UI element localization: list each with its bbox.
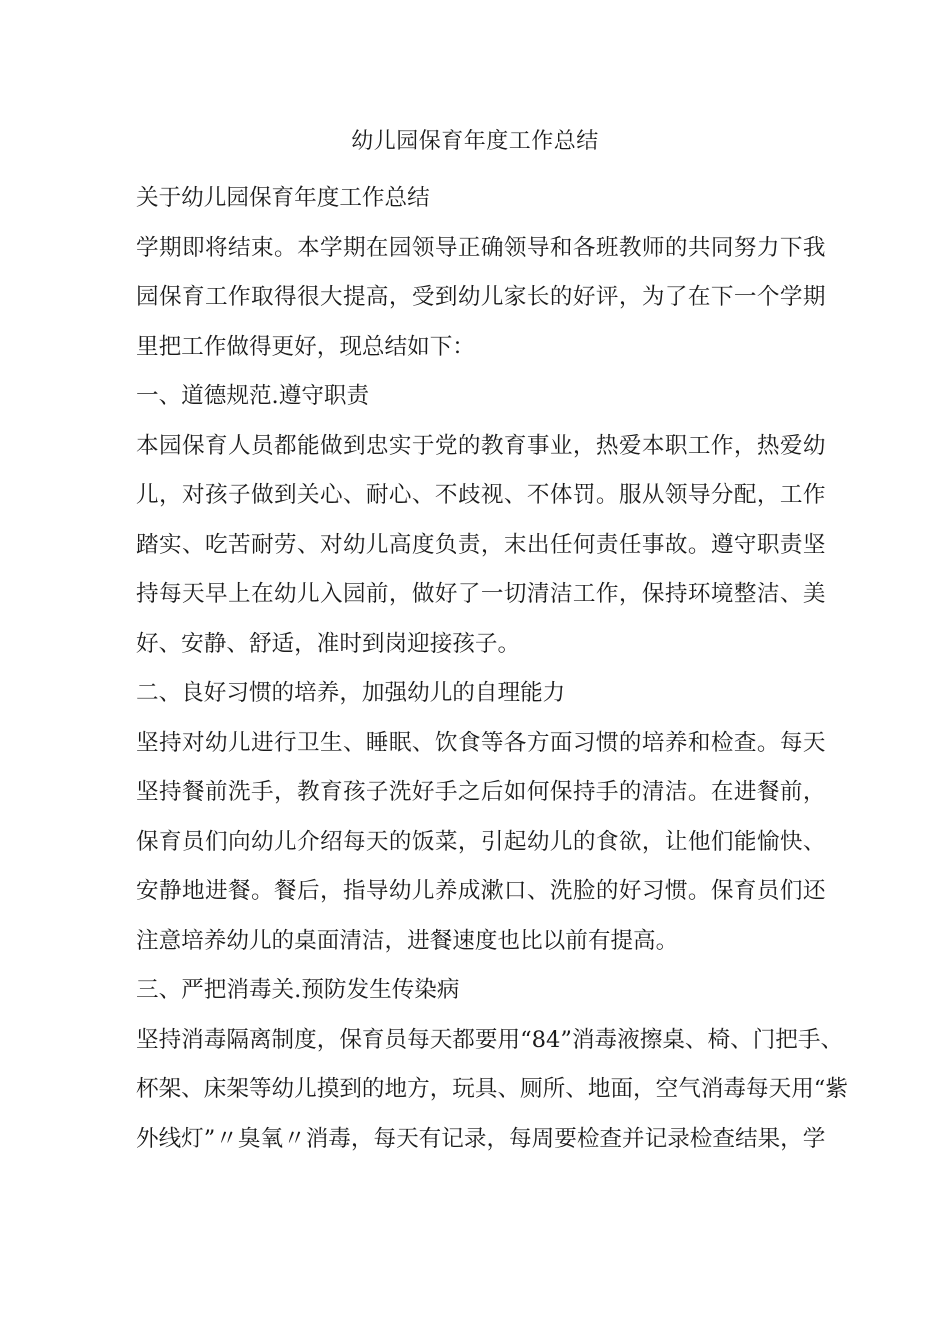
paragraph-line: 注意培养幼儿的桌面清洁，进餐速度也比以前有提高。 — [136, 927, 679, 954]
paragraph-line: 园保育工作取得很大提高，受到幼儿家长的好评，为了在下一个学期 — [136, 284, 826, 310]
paragraph-line: 踏实、吃苦耐劳、对幼儿高度负责，末出任何责任事故。遵守职责坚 — [136, 531, 826, 558]
paragraph-line: 持每天早上在幼儿入园前，做好了一切清洁工作，保持环境整洁、美 — [136, 581, 826, 607]
paragraph-line: 坚持对幼儿进行卫生、睡眠、饮食等各方面习惯的培养和检查。每天 — [136, 729, 826, 756]
document-body — [136, 174, 848, 1164]
paragraph-line: 安静地进餐。餐后，指导幼儿养成漱口、洗脸的好习惯。保育员们还 — [136, 878, 826, 904]
paragraph-line: 外线灯”〃臭氧〃消毒，每天有记录，每周要检查并记录检查结果，学 — [136, 1125, 826, 1152]
document-title: 幼儿园保育年度工作总结 — [351, 129, 599, 154]
paragraph-line: 本园保育人员都能做到忠实于党的教育事业，热爱本职工作，热爱幼 — [136, 432, 826, 459]
subtitle-line: 关于幼儿园保育年度工作总结 — [136, 185, 430, 211]
paragraph-line: 儿，对孩子做到关心、耐心、不歧视、不体罚。服从领导分配，工作 — [136, 482, 826, 508]
paragraph-line: 杯架、床架等幼儿摸到的地方，玩具、厕所、地面，空气消毒每天用“紫 — [136, 1076, 848, 1102]
paragraph-line: 学期即将结束。本学期在园领导正确领导和各班教师的共同努力下我 — [136, 234, 826, 261]
section-heading: 二、良好习惯的培养，加强幼儿的自理能力 — [136, 680, 566, 706]
paragraph-line: 好、安静、舒适，准时到岗迎接孩子。 — [136, 630, 521, 657]
section-heading: 一、道德规范.遵守职责 — [136, 383, 370, 409]
section-heading: 三、严把消毒关.预防发生传染病 — [136, 977, 460, 1003]
paragraph-line: 坚持餐前洗手，教育孩子洗好手之后如何保持手的清洁。在进餐前， — [136, 779, 826, 805]
paragraph-line: 里把工作做得更好，现总结如下： — [136, 333, 475, 360]
paragraph-line: 保育员们向幼儿介绍每天的饭菜，引起幼儿的食欲，让他们能愉快、 — [136, 828, 826, 855]
paragraph-line: 坚持消毒隔离制度，保育员每天都要用“84”消毒液擦桌、椅、门把手、 — [136, 1026, 844, 1053]
